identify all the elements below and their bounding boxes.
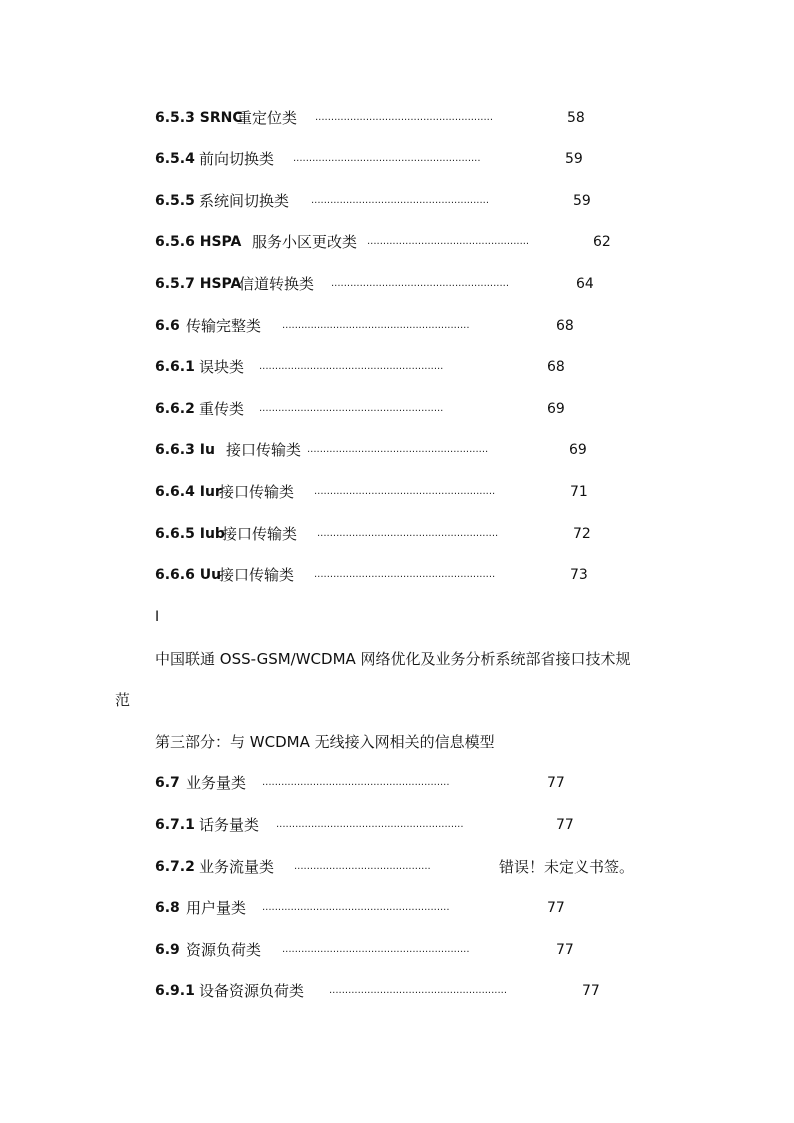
document-title: 中国联通 OSS-GSM/WCDMA 网络优化及业务分析系统部省接口技术规 bbox=[155, 650, 631, 668]
toc-page-number: 错误！未定义书签。 bbox=[499, 858, 635, 876]
toc-page-number: 77 bbox=[582, 983, 600, 999]
toc-entry[interactable] bbox=[0, 438, 794, 462]
toc-page-number: 77 bbox=[556, 942, 574, 958]
toc-title: 前向切换类 bbox=[199, 150, 275, 168]
toc-number: 6.6 bbox=[155, 318, 180, 334]
toc-number: 6.5.6 HSPA bbox=[155, 234, 242, 250]
toc-page-number: 68 bbox=[547, 359, 565, 375]
toc-title: 接口传输类 bbox=[222, 525, 298, 543]
roman-page-marker: I bbox=[155, 609, 160, 625]
toc-leader: ........................................................... bbox=[293, 153, 481, 164]
toc-number: 6.6.2 bbox=[155, 401, 195, 417]
toc-page-number: 68 bbox=[556, 318, 574, 334]
toc-entry[interactable] bbox=[0, 230, 794, 254]
toc-page-number: 71 bbox=[570, 484, 588, 500]
toc-title: 业务量类 bbox=[186, 774, 247, 792]
toc-entry[interactable] bbox=[0, 397, 794, 421]
toc-title: 接口传输类 bbox=[219, 566, 295, 584]
toc-page-number: 72 bbox=[573, 526, 591, 542]
toc-title: 重定位类 bbox=[237, 109, 298, 127]
toc-entry[interactable] bbox=[0, 563, 794, 587]
toc-number: 6.8 bbox=[155, 900, 180, 916]
toc-leader: ........................................................... bbox=[276, 819, 464, 830]
toc-number: 6.6.4 Iur bbox=[155, 484, 222, 500]
toc-entry[interactable] bbox=[0, 855, 794, 879]
toc-leader: ........................................................ bbox=[315, 112, 494, 123]
toc-number: 6.6.1 bbox=[155, 359, 195, 375]
toc-page-number: 62 bbox=[593, 234, 611, 250]
toc-leader: ........................................................... bbox=[282, 320, 470, 331]
toc-page-number: 59 bbox=[573, 193, 591, 209]
toc-entry[interactable] bbox=[0, 813, 794, 837]
toc-title: 传输完整类 bbox=[186, 317, 262, 335]
toc-page-number: 73 bbox=[570, 567, 588, 583]
toc-title: 用户量类 bbox=[186, 899, 247, 917]
toc-title: 接口传输类 bbox=[226, 441, 302, 459]
toc-number: 6.9.1 bbox=[155, 983, 195, 999]
toc-leader: ........................................................ bbox=[311, 195, 490, 206]
toc-number: 6.6.6 Uu bbox=[155, 567, 222, 583]
toc-leader: ......................................................... bbox=[317, 528, 499, 539]
toc-leader: ......................................................... bbox=[314, 569, 496, 580]
toc-leader: ........................................................ bbox=[329, 985, 508, 996]
toc-number: 6.5.3 SRNC bbox=[155, 110, 243, 126]
toc-number: 6.5.4 bbox=[155, 151, 195, 167]
document-title-continued: 范 bbox=[115, 691, 131, 709]
toc-entry[interactable] bbox=[0, 771, 794, 795]
toc-number: 6.7.2 bbox=[155, 859, 195, 875]
toc-number: 6.6.3 Iu bbox=[155, 442, 215, 458]
toc-entry[interactable] bbox=[0, 189, 794, 213]
toc-leader: ........................................... bbox=[294, 861, 431, 872]
toc-entry[interactable] bbox=[0, 979, 794, 1003]
toc-page-number: 69 bbox=[547, 401, 565, 417]
toc-page-number: 77 bbox=[547, 900, 565, 916]
toc-title: 业务流量类 bbox=[199, 858, 275, 876]
toc-leader: ......................................................... bbox=[307, 444, 489, 455]
toc-entry[interactable] bbox=[0, 938, 794, 962]
toc-title: 重传类 bbox=[199, 400, 245, 418]
toc-title: 误块类 bbox=[199, 358, 245, 376]
toc-entry[interactable] bbox=[0, 480, 794, 504]
toc-number: 6.5.5 bbox=[155, 193, 195, 209]
toc-entry[interactable] bbox=[0, 522, 794, 546]
toc-leader: .......................................................... bbox=[259, 403, 444, 414]
toc-leader: ........................................................... bbox=[282, 944, 470, 955]
toc-leader: ........................................................... bbox=[262, 777, 450, 788]
toc-entry[interactable] bbox=[0, 355, 794, 379]
toc-page-number: 58 bbox=[567, 110, 585, 126]
toc-leader: ........................................................... bbox=[262, 902, 450, 913]
toc-title: 设备资源负荷类 bbox=[199, 982, 305, 1000]
toc-page-number: 77 bbox=[556, 817, 574, 833]
toc-number: 6.6.5 Iub bbox=[155, 526, 225, 542]
toc-leader: ........................................................ bbox=[331, 278, 510, 289]
toc-title: 系统间切换类 bbox=[199, 192, 290, 210]
toc-page-number: 59 bbox=[565, 151, 583, 167]
toc-leader: .......................................................... bbox=[259, 361, 444, 372]
toc-page-number: 69 bbox=[569, 442, 587, 458]
toc-number: 6.7 bbox=[155, 775, 180, 791]
toc-entry[interactable] bbox=[0, 272, 794, 296]
toc-leader: ......................................................... bbox=[314, 486, 496, 497]
toc-title: 信道转换类 bbox=[239, 275, 315, 293]
part-heading: 第三部分：与 WCDMA 无线接入网相关的信息模型 bbox=[155, 733, 495, 751]
toc-title: 接口传输类 bbox=[219, 483, 295, 501]
toc-page-number: 77 bbox=[547, 775, 565, 791]
toc-title: 话务量类 bbox=[199, 816, 260, 834]
toc-entry[interactable] bbox=[0, 147, 794, 171]
toc-entry[interactable] bbox=[0, 106, 794, 130]
toc-entry[interactable] bbox=[0, 896, 794, 920]
toc-page-number: 64 bbox=[576, 276, 594, 292]
toc-title: 服务小区更改类 bbox=[252, 233, 358, 251]
toc-number: 6.7.1 bbox=[155, 817, 195, 833]
toc-number: 6.9 bbox=[155, 942, 180, 958]
toc-number: 6.5.7 HSPA bbox=[155, 276, 242, 292]
toc-leader: ................................................... bbox=[367, 236, 530, 247]
toc-title: 资源负荷类 bbox=[186, 941, 262, 959]
toc-entry[interactable] bbox=[0, 314, 794, 338]
